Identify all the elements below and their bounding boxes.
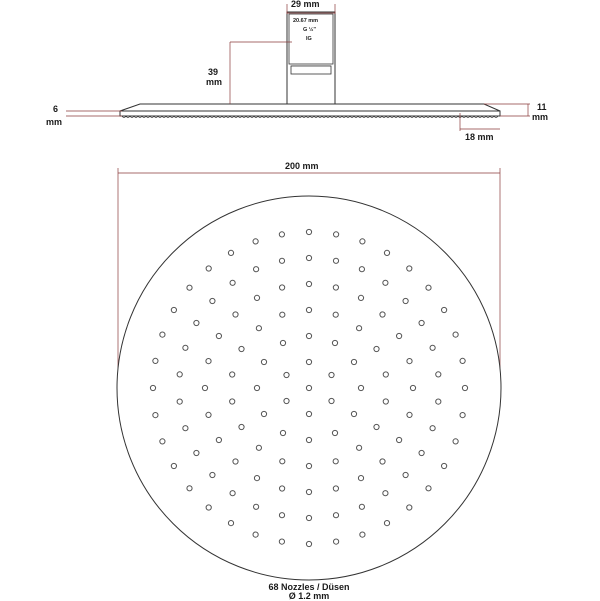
caption-diameter: Ø 1.2 mm <box>288 591 330 601</box>
nozzle-dot <box>253 532 258 537</box>
nozzle-dot <box>333 312 338 317</box>
nozzle-dot <box>383 372 388 377</box>
nozzle-dot <box>333 258 338 263</box>
nozzle-dot <box>383 491 388 496</box>
nozzle-dot <box>187 486 192 491</box>
nozzle-dot <box>279 513 284 518</box>
nozzle-dot <box>254 267 259 272</box>
nozzle-dot <box>358 385 363 390</box>
nozzle-dot <box>359 267 364 272</box>
nozzle-dot <box>228 250 233 255</box>
nozzle-dot <box>183 345 188 350</box>
dim-height-value: 39 <box>208 67 219 77</box>
nozzle-dot <box>216 333 221 338</box>
nozzle-dot <box>329 372 334 377</box>
nozzle-dot <box>333 486 338 491</box>
nozzle-dot <box>358 476 363 481</box>
nozzle-dot <box>397 333 402 338</box>
nozzle-dot <box>332 430 337 435</box>
shower-head-side-profile <box>120 104 500 111</box>
nozzle-dot <box>279 539 284 544</box>
nozzle-dot <box>160 439 165 444</box>
nozzle-dot <box>280 285 285 290</box>
dim-total-11-value: 11 <box>537 102 547 112</box>
nozzle-dot <box>334 232 339 237</box>
nozzle-dot <box>332 340 337 345</box>
nozzle-dot <box>329 398 334 403</box>
nozzle-dot <box>360 239 365 244</box>
nozzle-dot <box>374 424 379 429</box>
nozzle-dot <box>407 412 412 417</box>
nozzle-dot <box>442 307 447 312</box>
nozzle-dot <box>206 412 211 417</box>
nozzle-dot <box>460 413 465 418</box>
nozzle-dot <box>436 372 441 377</box>
nozzle-dot <box>210 472 215 477</box>
nozzle-dot <box>171 307 176 312</box>
nozzle-dot <box>462 385 467 390</box>
nozzle-dot <box>280 340 285 345</box>
nozzle-dot <box>430 345 435 350</box>
nozzle-dot <box>384 521 389 526</box>
nozzle-dot <box>233 459 238 464</box>
nozzle-dot <box>453 332 458 337</box>
nozzle-dot <box>210 298 215 303</box>
nozzle-dot <box>150 385 155 390</box>
connector-nut <box>291 66 331 74</box>
nozzle-dot <box>280 486 285 491</box>
nozzle-dot <box>357 445 362 450</box>
dim-diameter: 200 mm <box>285 161 319 171</box>
nozzle-dot <box>230 399 235 404</box>
nozzle-dot <box>306 385 311 390</box>
nozzle-dot <box>233 312 238 317</box>
nozzle-dot <box>397 437 402 442</box>
nozzle-dot <box>306 229 311 234</box>
nozzle-dot <box>253 239 258 244</box>
nozzle-dot <box>374 346 379 351</box>
nozzle-dot <box>256 445 261 450</box>
nozzle-dot <box>334 539 339 544</box>
nozzle-dot <box>333 513 338 518</box>
nozzle-dot <box>254 504 259 509</box>
nozzle-dot <box>194 450 199 455</box>
nozzle-dot <box>407 505 412 510</box>
nozzle-dot <box>383 280 388 285</box>
nozzle-dot <box>171 463 176 468</box>
nozzle-dot <box>206 505 211 510</box>
nozzle-dot <box>256 326 261 331</box>
nozzle-dot <box>261 411 266 416</box>
dim-total-11-unit: mm <box>532 112 549 122</box>
nozzle-dot <box>279 232 284 237</box>
nozzle-dot <box>407 359 412 364</box>
nozzle-dot <box>177 372 182 377</box>
nozzle-dot <box>426 486 431 491</box>
connector-label-line3: IG <box>306 36 312 42</box>
nozzle-dot <box>460 358 465 363</box>
nozzle-dot <box>279 258 284 263</box>
nozzle-dot <box>254 385 259 390</box>
nozzle-dot <box>306 489 311 494</box>
nozzle-dot <box>160 332 165 337</box>
dim-plate-6-unit: mm <box>46 117 63 127</box>
nozzle-dot <box>380 312 385 317</box>
nozzle-dot <box>380 459 385 464</box>
dim-plate-6-value: 6 <box>53 104 59 114</box>
nozzle-dot <box>177 399 182 404</box>
nozzle-dot <box>384 250 389 255</box>
shower-plate-side <box>120 111 500 116</box>
nozzle-dot <box>202 385 207 390</box>
connector-label-line1: 20.67 mm <box>293 18 319 24</box>
nozzle-dot <box>306 281 311 286</box>
dim-height-unit: mm <box>206 77 223 87</box>
nozzle-dot <box>442 463 447 468</box>
nozzle-dot <box>228 521 233 526</box>
nozzle-dot <box>419 450 424 455</box>
nozzle-dot <box>453 439 458 444</box>
nozzle-dot <box>280 430 285 435</box>
nozzle-dot <box>306 307 311 312</box>
dim-connector-width: 29 mm <box>291 0 320 9</box>
nozzle-dot <box>306 541 311 546</box>
nozzle-dot <box>239 346 244 351</box>
nozzle-dot <box>280 459 285 464</box>
nozzle-dot <box>206 359 211 364</box>
nozzle-dot <box>306 463 311 468</box>
dim-edge-18: 18 mm <box>465 132 494 142</box>
nozzle-dot <box>410 385 415 390</box>
nozzle-dot <box>284 398 289 403</box>
nozzle-dot <box>254 295 259 300</box>
nozzle-dot <box>306 333 311 338</box>
nozzle-dot <box>306 411 311 416</box>
nozzle-dot <box>153 358 158 363</box>
nozzle-dot <box>426 285 431 290</box>
nozzle-dot <box>351 411 356 416</box>
caption-nozzles: 68 Nozzles / Düsen <box>268 582 350 592</box>
nozzle-dot <box>306 255 311 260</box>
nozzle-dot <box>419 320 424 325</box>
nozzle-dot <box>280 312 285 317</box>
nozzle-dot <box>436 399 441 404</box>
nozzle-dot <box>183 426 188 431</box>
top-view <box>117 168 501 580</box>
nozzle-dot <box>360 532 365 537</box>
nozzle-dot <box>153 413 158 418</box>
nozzle-dot <box>333 459 338 464</box>
connector-label-line2: G ½" <box>303 27 317 33</box>
nozzle-dot <box>230 280 235 285</box>
nozzle-dot <box>403 472 408 477</box>
nozzle-dot <box>284 372 289 377</box>
nozzle-row-side <box>122 116 498 118</box>
nozzle-dot <box>306 359 311 364</box>
nozzle-dot <box>239 424 244 429</box>
nozzle-dot <box>357 326 362 331</box>
nozzle-dot <box>194 320 199 325</box>
nozzle-dot <box>359 504 364 509</box>
nozzle-dot <box>306 437 311 442</box>
nozzle-dot <box>187 285 192 290</box>
nozzle-dot <box>407 266 412 271</box>
nozzle-dot <box>216 437 221 442</box>
nozzle-dot <box>403 298 408 303</box>
nozzle-dot <box>351 359 356 364</box>
nozzle-dot <box>254 476 259 481</box>
nozzle-dot <box>430 426 435 431</box>
nozzle-dot <box>230 491 235 496</box>
nozzle-dot <box>383 399 388 404</box>
nozzle-dot <box>261 359 266 364</box>
nozzle-dot <box>230 372 235 377</box>
nozzle-dot <box>333 285 338 290</box>
nozzle-dot <box>358 295 363 300</box>
nozzle-dot <box>206 266 211 271</box>
nozzle-dot <box>306 515 311 520</box>
